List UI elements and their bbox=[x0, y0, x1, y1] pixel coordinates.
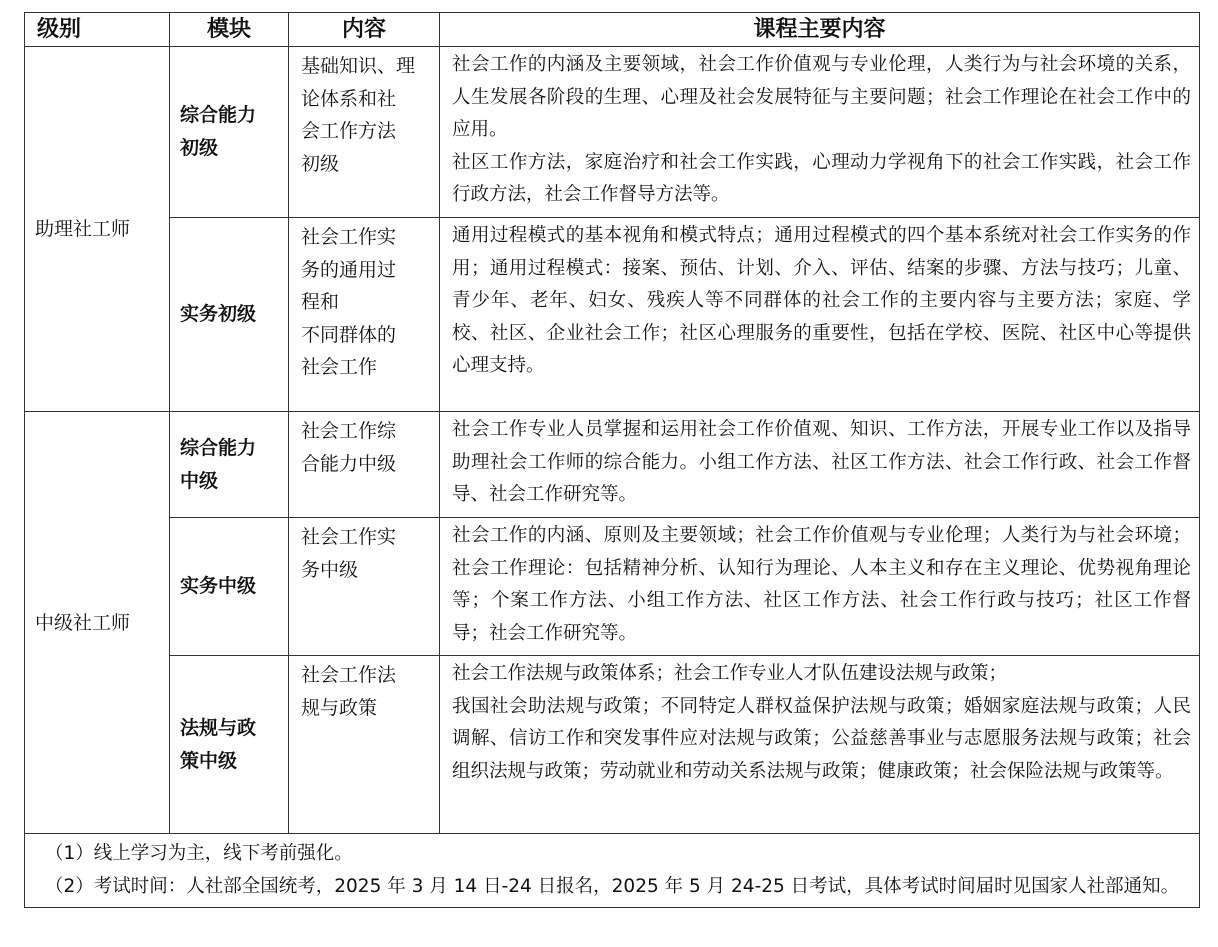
header-level: 级别 bbox=[25, 13, 170, 47]
module-label-line: 初级 bbox=[180, 137, 219, 159]
main-paragraph: 社会工作专业人员掌握和运用社会工作价值观、知识、工作方法，开展专业工作以及指导助理社会工作师的综合能力。小组工作方法、社区工作方法、社会工作行政、社会工作督导、社会工作研究等。 bbox=[452, 419, 1191, 505]
module-cell bbox=[170, 47, 289, 218]
content-cell bbox=[289, 218, 440, 412]
content-line: 务的通用过 bbox=[301, 258, 397, 281]
main-content-cell bbox=[440, 656, 1200, 834]
module-label-line: 综合能力 bbox=[180, 436, 257, 459]
module-label-line: 实务初级 bbox=[180, 303, 257, 325]
content-line: 会工作方法 bbox=[301, 120, 397, 142]
main-content-cell bbox=[440, 518, 1200, 656]
module-label-line: 综合能力 bbox=[180, 104, 257, 126]
content-line: 社会工作实 bbox=[301, 526, 397, 548]
notes-row bbox=[25, 834, 1200, 908]
module-cell bbox=[170, 656, 289, 834]
main-paragraph: 社会工作法规与政策体系；社会工作专业人才队伍建设法规与政策； bbox=[452, 663, 1008, 684]
content-cell bbox=[289, 47, 440, 218]
content-line: 规与政策 bbox=[301, 696, 378, 719]
content-line: 论体系和社 bbox=[301, 87, 397, 110]
main-content-cell bbox=[440, 412, 1200, 518]
content-line: 社会工作实 bbox=[301, 226, 397, 248]
module-label-line: 法规与政 bbox=[180, 716, 257, 739]
note-line: （1）线上学习为主，线下考前强化。 bbox=[45, 843, 353, 864]
course-table bbox=[24, 12, 1200, 908]
module-cell bbox=[170, 518, 289, 656]
main-paragraph: 我国社会助法规与政策；不同特定人群权益保护法规与政策；婚姻家庭法规与政策；人民调解、信访工作和突发事件应对法规与政策；公益慈善事业与志愿服务法规与政策；社会组织法规与政策；劳动就业和劳动关系法规与政策；健康政策；社会保险法规与政策等。 bbox=[452, 695, 1191, 782]
main-content-cell bbox=[440, 218, 1200, 412]
module-label-line: 实务中级 bbox=[180, 575, 257, 597]
header-main-content: 课程主要内容 bbox=[440, 13, 1200, 47]
main-paragraph: 社会工作的内涵及主要领域，社会工作价值观与专业伦理，人类行为与社会环境的关系，人生发展各阶段的生理、心理及社会发展特征与主要问题；社会工作理论在社会工作中的应用。 bbox=[452, 54, 1191, 140]
content-line: 社会工作法 bbox=[301, 664, 397, 686]
table-row bbox=[25, 218, 1200, 412]
content-line: 基础知识、理 bbox=[301, 55, 416, 77]
content-line: 社会工作综 bbox=[301, 420, 397, 442]
content-line: 合能力中级 bbox=[301, 452, 397, 475]
content-line: 不同群体的 bbox=[301, 323, 397, 346]
module-cell bbox=[170, 218, 289, 412]
table-row bbox=[25, 656, 1200, 834]
level-cell-assistant: 助理社工师 bbox=[25, 47, 170, 412]
content-line: 初级 bbox=[301, 152, 340, 175]
table-header-row bbox=[25, 13, 1200, 47]
main-paragraph: 通用过程模式的基本视角和模式特点；通用过程模式的四个基本系统对社会工作实务的作用；通用过程模式：接案、预估、计划、介入、评估、结案的步骤、方法与技巧；儿童、青少年、老年、妇女、残疾人等不同群体的社会工作的主要内容与主要方法；家庭、学校、社区、企业社会工作；社区心理服务的重要性，包括在学校、医院、社区中心等提供心理支持。 bbox=[452, 225, 1191, 376]
table-row bbox=[25, 412, 1200, 518]
note-line: （2）考试时间：人社部全国统考，2025 年 3 月 14 日-24 日报名，2025 年 5 月 24-25 日考试，具体考试时间届时见国家人社部通知。 bbox=[45, 875, 1180, 897]
table-row bbox=[25, 518, 1200, 656]
content-cell bbox=[289, 412, 440, 518]
content-cell bbox=[289, 656, 440, 834]
header-content: 内容 bbox=[289, 13, 440, 47]
level-cell-intermediate: 中级社工师 bbox=[25, 412, 170, 834]
main-paragraph: 社区工作方法，家庭治疗和社会工作实践，心理动力学视角下的社会工作实践，社会工作行政方法，社会工作督导方法等。 bbox=[452, 151, 1191, 205]
content-line: 社会工作 bbox=[301, 356, 378, 378]
content-line: 务中级 bbox=[301, 558, 359, 581]
main-paragraph: 社会工作的内涵、原则及主要领域；社会工作价值观与专业伦理；人类行为与社会环境；社会工作理论：包括精神分析、认知行为理论、人本主义和存在主义理论、优势视角理论等；个案工作方法、小组工作方法、社区工作方法、社会工作行政与技巧；社区工作督导；社会工作研究等。 bbox=[452, 525, 1191, 644]
main-content-cell bbox=[440, 47, 1200, 218]
course-table-container bbox=[24, 12, 1199, 908]
notes-cell bbox=[25, 834, 1200, 908]
module-cell bbox=[170, 412, 289, 518]
header-module: 模块 bbox=[170, 13, 289, 47]
content-cell bbox=[289, 518, 440, 656]
table-row bbox=[25, 47, 1200, 218]
content-line: 程和 bbox=[301, 291, 340, 313]
module-label-line: 中级 bbox=[180, 469, 219, 492]
module-label-line: 策中级 bbox=[180, 749, 238, 772]
